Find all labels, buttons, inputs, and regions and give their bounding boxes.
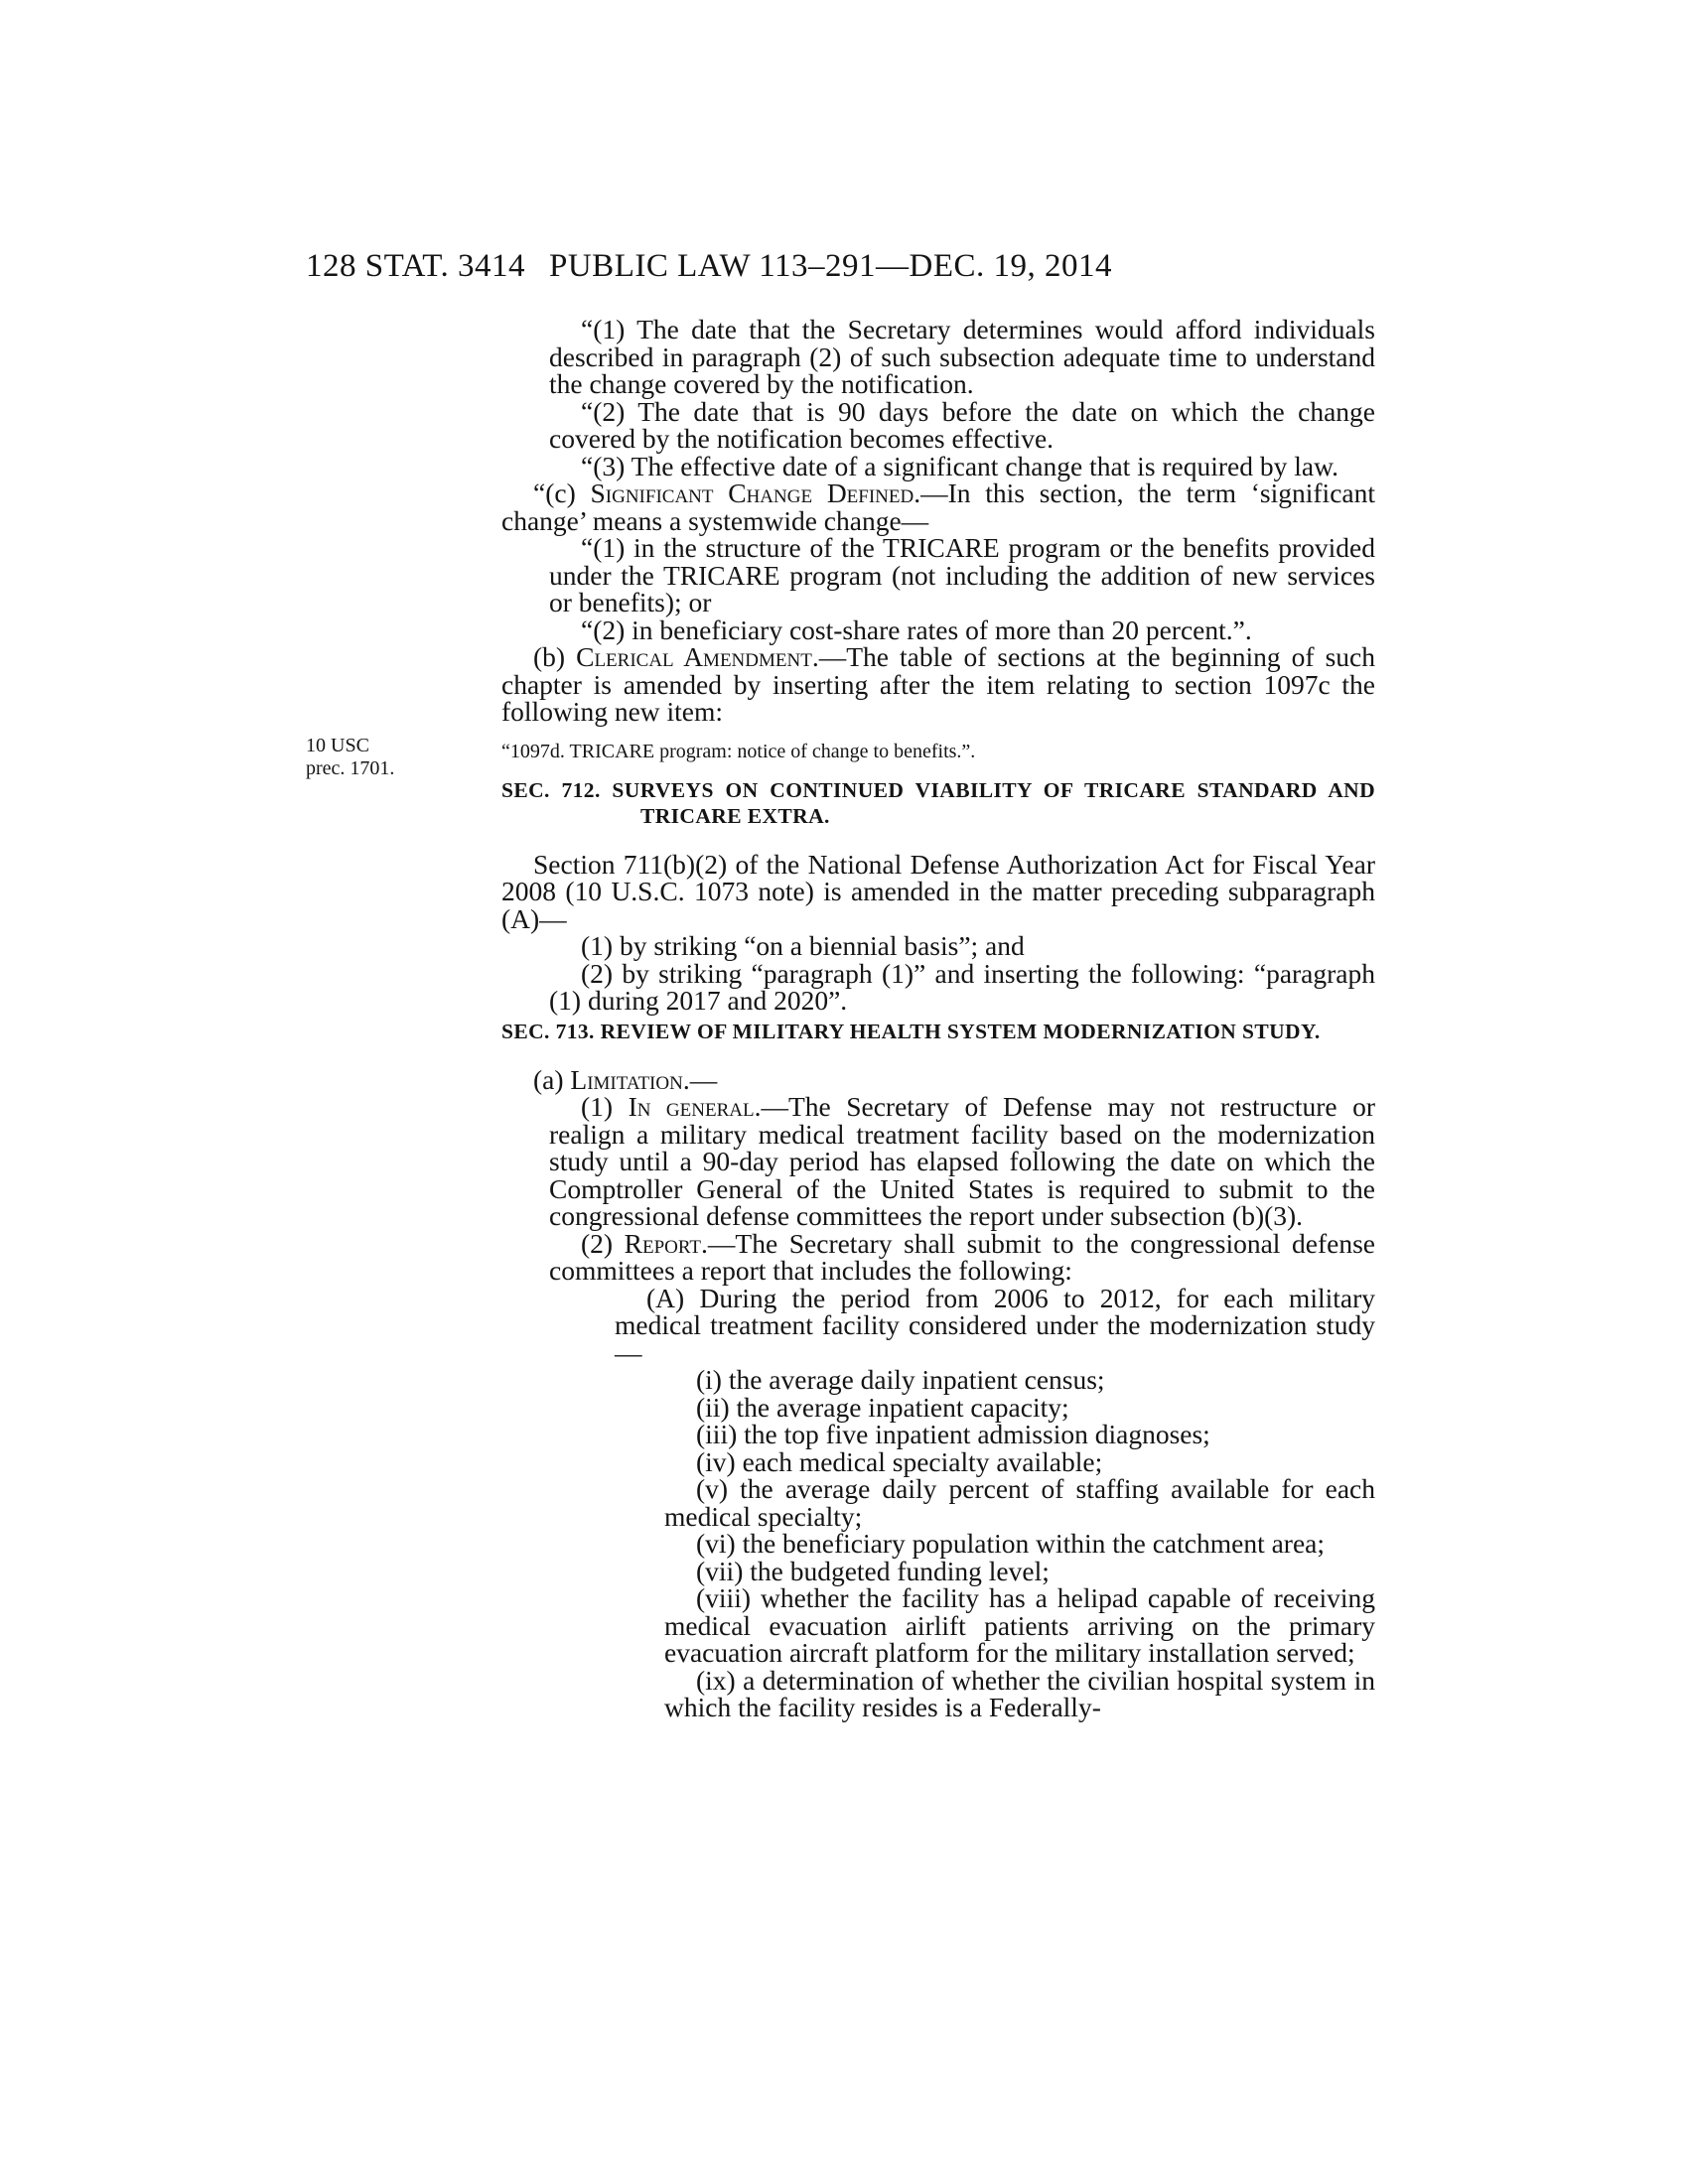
margin-note-line: prec. 1701. (306, 757, 395, 779)
paragraph: “(1) in the structure of the TRICARE program or the benefits provided under the TRICARE program (not including the addition of new services or benefits); or (549, 532, 1375, 617)
clause-item: (i) the average daily inpatient census; (696, 1364, 1105, 1395)
paragraph-heading: In general (628, 1091, 755, 1122)
clause-item: (v) the average daily percent of staffing available for each medical specialty; (664, 1473, 1375, 1532)
subsection-heading: Significant Change Defined (590, 478, 914, 508)
text-run: (1) (581, 1091, 629, 1122)
statute-page-number: 128 STAT. 3414 (306, 248, 526, 284)
clause-item: (viii) whether the facility has a helipad capable of receiving medical evacuation airlift patients arriving on the primary evacuation aircraft platform for the military installation served; (664, 1582, 1375, 1668)
text-run: .—The Secretary shall submit to the congressional defense committees a report that includes the following: (549, 1227, 1376, 1286)
clause-item: (ix) a determination of whether the civilian hospital system in which the facility resides is a Federally- (664, 1664, 1375, 1722)
section-heading: SEC. 712. SURVEYS ON CONTINUED VIABILITY OF TRICARE STANDARD AND TRICARE EXTRA. (501, 777, 1375, 828)
paragraph (501, 1093, 1375, 1230)
paragraph (501, 1227, 1376, 1286)
clause-item: (vi) the beneficiary population within the catchment area; (696, 1528, 1326, 1559)
subsection-c (501, 479, 1375, 534)
paragraph: “(3) The effective date of a significant change that is required by law. (581, 450, 1339, 481)
text-run: (2) (581, 1227, 625, 1259)
text-run: “(c) (533, 478, 591, 508)
subsection-b (501, 643, 1375, 726)
clause-item: (iv) each medical specialty available; (696, 1445, 1103, 1477)
subsection-a (501, 1063, 1375, 1095)
subparagraph: (A) During the period from 2006 to 2012, for each military medical treatment facility considered under the modernization study— (615, 1282, 1375, 1368)
clause-item: (iii) the top five inpatient admission diagnoses; (696, 1419, 1210, 1449)
section-heading: SEC. 713. REVIEW OF MILITARY HEALTH SYSTEM MODERNIZATION STUDY. (501, 1019, 1321, 1043)
paragraph: “(2) The date that is 90 days before the date on which the change covered by the notification becomes effective. (549, 395, 1375, 454)
subsection-heading: Limitation (570, 1063, 683, 1095)
table-of-sections-item: “1097d. TRICARE program: notice of change to benefits.”. (501, 740, 976, 762)
paragraph: “(1) The date that the Secretary determines would afford individuals described in paragraph (2) of such subsection adequate time to understand the change covered by the notification. (549, 314, 1375, 399)
text-run: (a) (533, 1063, 571, 1095)
text-run: (b) (533, 641, 577, 672)
subsection-heading: Clerical Amendment (576, 641, 812, 672)
clause-item: (vii) the budgeted funding level; (696, 1555, 1050, 1586)
clause-item: (ii) the average inpatient capacity; (696, 1391, 1069, 1423)
text-run: .— (682, 1063, 718, 1095)
text-run: .—In this section, the term ‘significant change’ means a systemwide change— (501, 478, 1375, 536)
paragraph: (1) by striking “on a biennial basis”; and (581, 930, 1025, 961)
text-run: .—The table of sections at the beginning of such chapter is amended by inserting after the item relating to section 1097c the following new item: (501, 641, 1375, 727)
margin-note-line: 10 USC (306, 735, 369, 756)
paragraph: Section 711(b)(2) of the National Defense Authorization Act for Fiscal Year 2008 (10 U.S.C. 1073 note) is amended in the matter preceding subparagraph (A)— (501, 848, 1375, 934)
running-head: PUBLIC LAW 113–291—DEC. 19, 2014 (549, 248, 1113, 284)
paragraph: “(2) in beneficiary cost-share rates of more than 20 percent.”. (581, 614, 1252, 645)
text-run: .—The Secretary of Defense may not restructure or realign a military medical treatment facility based on the modernization study until a 90-day period has elapsed following the date on which the Comptroller General of the United States is required to submit to the congressional defense committees the report under subsection (b)(3). (549, 1091, 1375, 1231)
paragraph-heading: Report (624, 1227, 702, 1259)
paragraph: (2) by striking “paragraph (1)” and inserting the following: “paragraph (1) during 2017 and 2020”. (549, 957, 1375, 1016)
document-body (501, 316, 1375, 1721)
margin-note (306, 735, 394, 780)
